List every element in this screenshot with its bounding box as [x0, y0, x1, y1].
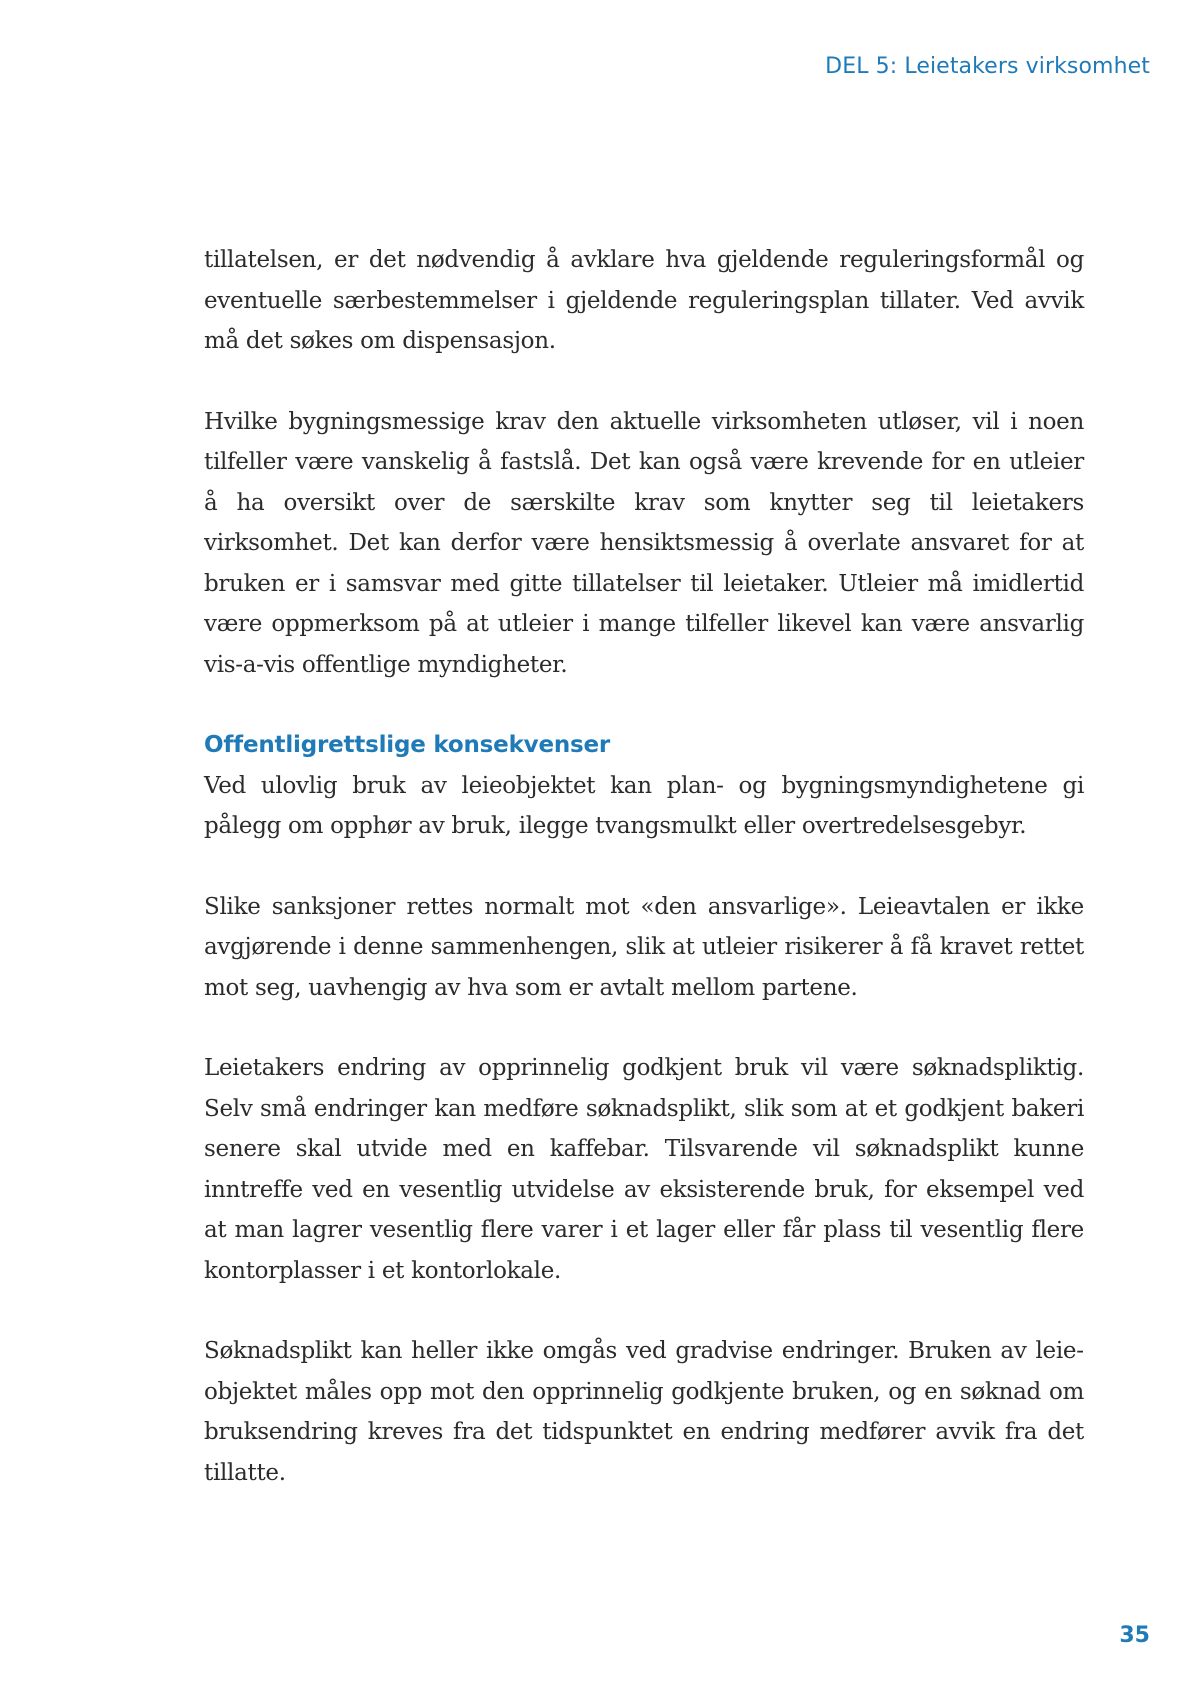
- paragraph-6: Søknadsplikt kan heller ikke omgås ved gradvise endringer. Bruken av leieobjektet måles opp mot den opprinnelig godkjente bruken, og en søknad om bruksendring kreves fra det tidspunktet en endring medfører avvik fra det tillatte.: [204, 1338, 1084, 1486]
- section-heading: Offentligrettslige konsekvenser: [204, 732, 611, 758]
- paragraph-2: Hvilke bygningsmessige krav den aktuelle virksomheten utløser, vil i noen tilfeller være vanskelig å fastslå. Det kan også være krevende for en utleier å ha oversikt over de særskilte krav som knytter seg til leietakers virksomhet. Det kan derfor være hensiktsmessig å overlate ansvaret for at bruken er i samsvar med gitte tillatelser til leietaker. Utleier må imidlertid være oppmerksom på at utleier i mange tilfeller likevel kan være ansvarlig vis-a-vis offentlige myndigheter.: [204, 408, 1084, 678]
- paragraph-1: tillatelsen, er det nødvendig å avklare hva gjeldende reguleringsformål og eventuelle særbestemmelser i gjeldende reguleringsplan tillater. Ved avvik må det søkes om dispensasjon.: [204, 247, 1084, 354]
- paragraph-3: Ved ulovlig bruk av leieobjektet kan plan- og bygningsmyndighetene gi pålegg om opphør av bruk, ilegge tvangsmulkt eller overtredelsesgebyr.: [204, 772, 1084, 839]
- page-number: 35: [1119, 1623, 1150, 1648]
- running-header: DEL 5: Leietakers virksomhet: [825, 54, 1150, 79]
- paragraph-5: Leietakers endring av opprinnelig godkjent bruk vil være søknadspliktig. Selv små endringer kan medføre søknadsplikt, slik som at et godkjent bakeri senere skal utvide med en kaffebar. Tilsvarende vil søknadsplikt kunne inntreffe ved en vesentlig utvidelse av eksisterende bruk, for eksempel ved at man lagrer vesentlig flere varer i et lager eller får plass til vesentlig flere kontorplasser i et kontorlokale.: [204, 1055, 1084, 1284]
- paragraph-4: Slike sanksjoner rettes normalt mot «den ansvarlige». Leieavtalen er ikke avgjørende i denne sammenhengen, slik at utleier risikerer å få kravet rettet mot seg, uavhengig av hva som er avtalt mellom partene.: [204, 893, 1084, 1001]
- page-content: [204, 240, 1084, 1533]
